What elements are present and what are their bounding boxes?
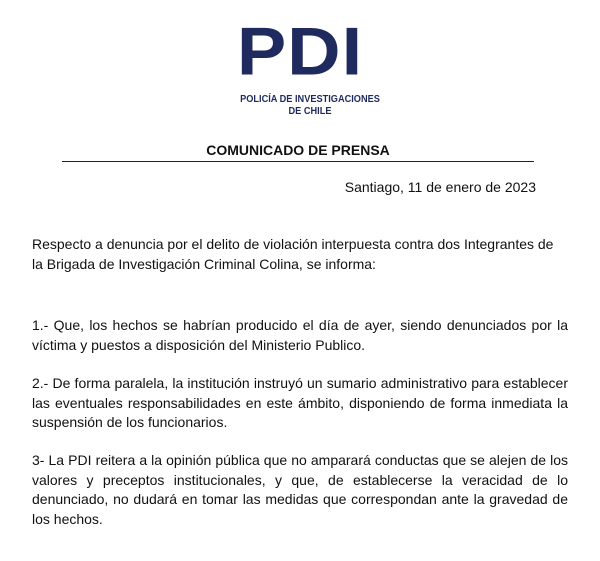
logo-wordmark: PDI (236, 12, 364, 90)
dateline: Santiago, 11 de enero de 2023 (344, 179, 536, 195)
point-1-paragraph: 1.- Que, los hechos se habrían producido el día de ayer, siendo denunciados por la víctima y puestos a disposición del Ministerio Publico. (32, 317, 568, 353)
intro-paragraph: Respecto a denuncia por el delito de violación interpuesta contra dos Integrantes de la Brigada de Investigación Criminal Colina, se informa: (32, 236, 554, 272)
pdi-logo (0, 12, 600, 118)
point-3-paragraph: 3- La PDI reitera a la opinión pública que no ampara​rá conductas que se alejen de los valores y preceptos institucionales, y que, de establecerse la veracidad de lo denunciado, no dudará en tomar las medidas que correspondan ante la gravedad de los hechos. (32, 452, 568, 527)
logo-subtitle-line1: POLICÍA DE INVESTIGACIONES (240, 94, 380, 105)
point-2-paragraph: 2.- De forma paralela, la institución instruyó un sumario administrativo para establecer las eventuales responsabilidades en este ámbito, disponiendo de forma inmediata la suspensión de los funcionarios. (32, 375, 568, 430)
press-release-title: COMUNICADO DE PRENSA (62, 140, 534, 162)
logo-subtitle-line2: DE CHILE (288, 106, 332, 117)
